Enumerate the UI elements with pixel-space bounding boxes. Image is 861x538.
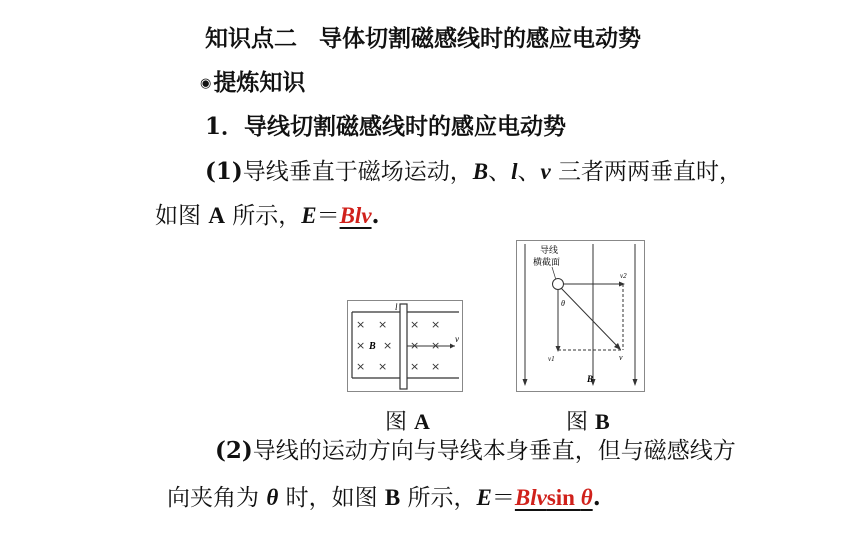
case2-line2-text-c: 所示，: [400, 485, 477, 511]
svg-text:×: ×: [431, 318, 441, 331]
svg-text:×: ×: [410, 360, 420, 373]
field-label: B: [369, 341, 376, 352]
equals-sign: ＝: [316, 203, 340, 229]
case2-line2-text-b: 时，如图: [278, 485, 385, 511]
v1-label: v1: [548, 355, 555, 363]
equals-sign: ＝: [491, 485, 515, 511]
svg-text:×: ×: [356, 339, 366, 352]
svg-text:×: ×: [410, 318, 420, 331]
section1-title: 1．导线切割磁感线时的感应电动势: [205, 113, 567, 140]
field-label: B: [587, 374, 594, 384]
symbol-v: v: [540, 159, 551, 184]
rod: [400, 304, 407, 389]
answer-blv-sin-theta: [515, 485, 593, 510]
caption-prefix: 图: [385, 410, 414, 435]
case1-line2-text-b: 所示，: [224, 203, 302, 229]
case1-text-a: 导线垂直于磁场运动，: [242, 159, 473, 185]
svg-text:×: ×: [410, 339, 420, 352]
answer-sin: sin: [546, 485, 581, 510]
rod-label: l: [395, 302, 398, 312]
case1-line1: [205, 157, 742, 187]
case1-prefix: (1): [205, 158, 243, 185]
caption-letter: A: [414, 409, 430, 434]
case1-line2-text: 如图: [155, 203, 209, 229]
symbol-B: B: [472, 159, 489, 184]
v-label: v: [619, 353, 623, 362]
wire-cross-section: [553, 279, 564, 290]
subheading: [200, 68, 305, 99]
symbol-E: E: [301, 203, 317, 228]
case2-line2-text: 向夹角为: [167, 485, 267, 511]
separator: 、: [517, 159, 541, 185]
bullet-icon: ◉: [200, 76, 212, 91]
symbol-theta: θ: [266, 485, 279, 510]
velocity-label: v: [455, 334, 459, 344]
caption-prefix: 图: [566, 410, 595, 435]
case2-line2: [167, 483, 601, 513]
fig-ref-a: A: [208, 203, 225, 228]
svg-text:×: ×: [378, 360, 388, 373]
svg-text:×: ×: [431, 339, 441, 352]
answer-blv: Blv: [339, 203, 372, 228]
section-heading: [205, 24, 641, 54]
fig-ref-b: B: [384, 485, 401, 510]
period: .: [371, 202, 380, 229]
v2-label: v2: [620, 272, 627, 280]
answer-theta: θ: [580, 485, 593, 510]
case1-line2: [155, 201, 380, 231]
knowledge-point-label: 知识点二: [205, 25, 297, 52]
theta-label: θ: [561, 299, 565, 308]
figure-b: [516, 240, 645, 392]
topic-title: 导体切割磁感线时的感应电动势: [319, 25, 641, 52]
svg-text:×: ×: [356, 360, 366, 373]
case2-prefix: (2): [215, 437, 253, 464]
svg-text:×: ×: [383, 339, 393, 352]
figure-b-caption: [566, 405, 610, 436]
case2-text: 导线的运动方向与导线本身垂直，但与磁感线方: [252, 438, 736, 464]
wire-label-1: 导线: [540, 246, 559, 256]
svg-text:×: ×: [431, 360, 441, 373]
symbol-l: l: [511, 159, 518, 184]
case1-text-b: 三者两两垂直时，: [550, 159, 743, 185]
svg-text:×: ×: [356, 318, 366, 331]
wire-label-2: 横截面: [533, 258, 561, 268]
separator: 、: [488, 159, 512, 185]
case2-line1: [215, 436, 736, 466]
caption-letter: B: [595, 409, 610, 434]
answer-blv: Blv: [514, 485, 547, 510]
figure-a: [347, 300, 463, 392]
svg-text:×: ×: [378, 318, 388, 331]
subheading-label: 提炼知识: [213, 69, 306, 96]
figure-a-caption: [385, 405, 430, 436]
symbol-E: E: [476, 485, 492, 510]
period: .: [592, 484, 601, 511]
